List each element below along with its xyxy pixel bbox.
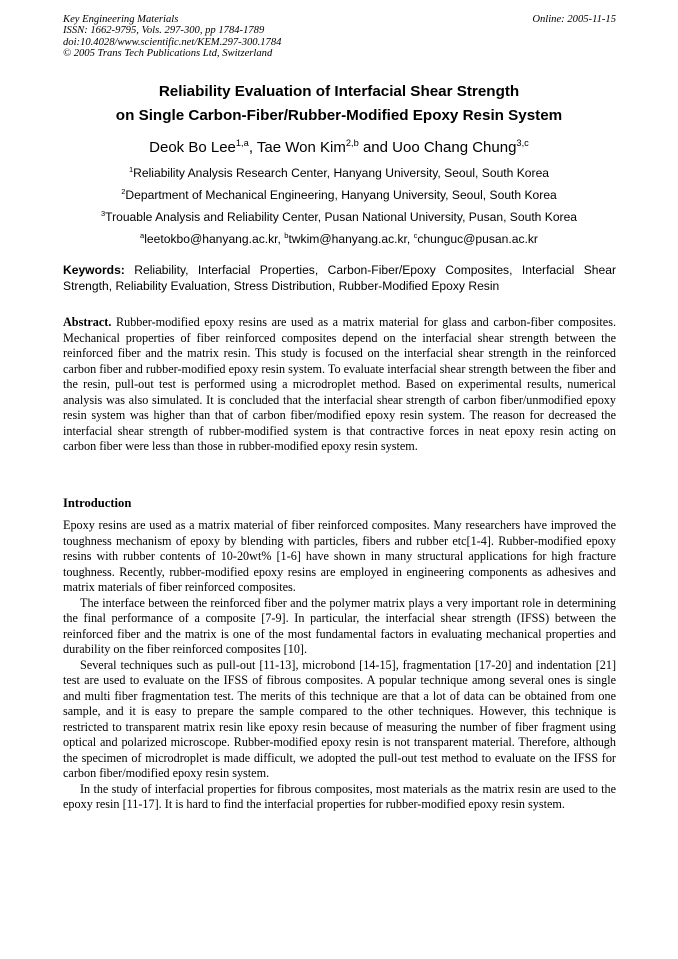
paragraph: Epoxy resins are used as a matrix material of fiber reinforced composites. Many researchers have improved the toughness mechanism of epoxy by blending with particles, fibers and rubber etc[1-4]. Rubber-modified epoxy resins with rubber contents of 10-20wt% [1-6] have shown in many structural applications for high fracture toughness. Recently, rubber-modified epoxy resins are employed in engineering components as adhesives and matrix materials of fiber reinforced composites. <box>63 518 616 594</box>
doi-line: doi:10.4028/www.scientific.net/KEM.297-300.1784 <box>63 36 282 48</box>
paper-title <box>40 80 638 128</box>
affiliation: $^3$Trouable Analysis and Reliability Center, Pusan National University, Pusan, South Korea <box>100 208 578 224</box>
email: $^b$twkim@hanyang.ac.kr <box>284 230 407 246</box>
paper-title-line-2: on Single Carbon-Fiber/Rubber-Modified Epoxy Resin System <box>115 107 563 124</box>
paragraph: In the study of interfacial properties for fibrous composites, most materials as the matrix resin are used to the epoxy resin [11-17]. It is hard to find the interfacial properties for rubber-modified epoxy resin system. <box>63 781 616 811</box>
affiliation: $^2$Department of Mechanical Engineering, Hanyang University, Seoul, South Korea <box>121 186 557 202</box>
keywords-label: Keywords: <box>63 263 125 277</box>
journal-header <box>63 14 616 60</box>
affiliation: $^1$Reliability Analysis Research Center, Hanyang University, Seoul, South Korea <box>128 164 550 180</box>
author-list: Deok Bo Lee$^{1,a}$, Tae Won Kim$^{2,b}$ and Uoo Chang Chung$^{3,c}$ <box>149 138 529 156</box>
author: Deok Bo Lee$^{1,a}$ <box>149 138 249 156</box>
abstract-label: Abstract. <box>63 315 112 329</box>
author: Uoo Chang Chung$^{3,c}$ <box>392 138 529 156</box>
journal-name: Key Engineering Materials <box>63 14 179 25</box>
paragraph: The interface between the reinforced fiber and the polymer matrix plays a very important role in determining the final performance of a composite [7-9]. In particular, the interfacial shear strength (IFSS) between the reinforced fiber and the matrix is one of the most fundamental factors in evaluating mechanical properties and durability on the fiber reinforced composites [10]. <box>63 595 616 656</box>
paper-title-line-1: Reliability Evaluation of Interfacial Shear Strength <box>158 83 520 100</box>
abstract-text: Rubber-modified epoxy resins are used as a matrix material for glass and carbon-fiber composites. Mechanical properties of fiber reinforced composites depend on the interfacial shear strength between the reinforced fiber and the matrix resin. This study is focused on the interfacial shear strength in the reinforced carbon fiber and rubber-modified epoxy resin system. To evaluate interfacial shear strength between the fiber and the resin, pull-out test is performed using a microdroplet method. Based on experimental results, numerical analysis was also simulated. It is concluded that the interfacial shear strength of carbon fiber/unmodified epoxy resin system was higher than that of carbon fiber/modified epoxy resin system. The reason for decreased the interfacial shear strength of rubber-modified system is that contractive forces in neat epoxy resin acting on carbon fiber were less than those in rubber-modified epoxy resin system. <box>63 315 616 453</box>
copyright-line: © 2005 Trans Tech Publications Ltd, Switzerland <box>63 48 273 60</box>
affiliation-list <box>40 162 638 250</box>
paragraph: Several techniques such as pull-out [11-13], microbond [14-15], fragmentation [17-20] and indentation [21] test are used to evaluate on the IFSS of fibrous composites. A popular technique among several ones is single and multi fiber fragmentation test. The merits of this technique are that a lot of data can be obtained from one sample, and it is easy to prepare the sample compared to the other techniques. However, this technique is restricted to transparent matrix resin like epoxy resin because of measuring the number of fiber fragment using optical and polarized microscope. Rubber-modified epoxy resin is not transparent material. Therefore, although the specimen of microdroplet is made difficult, we adopted the pull-out test method to evaluate on the IFSS for carbon fiber/modified epoxy resin system. <box>63 657 616 780</box>
keywords-text: Reliability, Interfacial Properties, Carbon-Fiber/Epoxy Composites, Interfacial Shear Strength, Reliability Evaluation, Stress Distribution, Rubber-Modified Epoxy Resin <box>63 263 616 293</box>
section-heading-introduction: Introduction <box>63 496 132 510</box>
email: $^c$chunguc@pusan.ac.kr <box>413 230 538 246</box>
keywords <box>63 263 616 294</box>
issn-line: ISSN: 1662-9795, Vols. 297-300, pp 1784-1789 <box>63 25 265 37</box>
online-date: Online: 2005-11-15 <box>532 14 616 25</box>
abstract <box>63 315 616 455</box>
introduction-body <box>63 518 616 813</box>
email: $^a$leetokbo@hanyang.ac.kr <box>140 230 278 246</box>
author: Tae Won Kim$^{2,b}$ <box>256 138 359 156</box>
email-list: $^a$leetokbo@hanyang.ac.kr, $^b$twkim@hanyang.ac.kr, $^c$chunguc@pusan.ac.kr <box>140 230 538 246</box>
